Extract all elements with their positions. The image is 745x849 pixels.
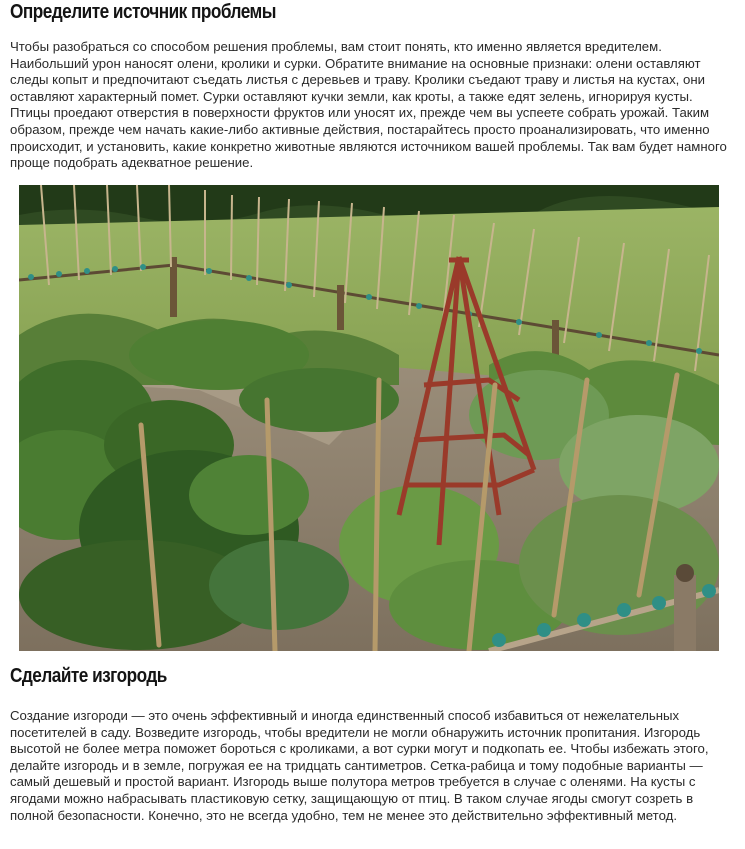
garden-fence-photo	[19, 185, 719, 651]
front-post	[674, 575, 696, 651]
section-text-fence: Создание изгороди — это очень эффективный и иногда единственный способ избавиться от нежелательных посетителей в саду. Возведите изгородь, чтобы вредители не могли обнаружить источник пропитания. Изгородь высотой не более метра поможет бороться с кроликами, а вот сурки могут и подкопать ее. Чтобы избежать этого, делайте изгородь и в земле, погружая ее на тридцать сантиметров. Сетка-рабица и тому подобные варианты — самый дешевый и простой вариант. Изгородь выше полутора метров требуется в случае с оленями. На кусты с ягодами можно набрасывать пластиковую сетку, защищающую от птиц. В таком случае ягоды смогут созреть в полной безопасности. Конечно, это не всегда удобно, тем не менее это действительно эффективный метод.	[10, 708, 709, 823]
section-text-problem-source: Чтобы разобраться со способом решения проблемы, вам стоит понять, кто именно является вредителем. Наибольший урон наносят олени, кролики и сурки. Обратите внимание на основные признаки: олени оставляют следы копыт и предпочитают съедать листья с деревьев и траву. Кролики съедают траву и листья на кустах, они оставляют характерный помет. Сурки оставляют кучки земли, как кроты, а также едят зелень, игнорируя кусты. Птицы проедают отверстия в поверхности фруктов или уносят их, прежде чем вы успеете собрать урожай. Таким образом, прежде чем начать какие-либо активные действия, постарайтесь просто проанализировать, что именно происходит, и установить, какие конкретно животные являются источником вашей проблемы. Так вам будет намного проще подобрать адекватное решение.	[10, 39, 727, 171]
section-heading-fence: Сделайте изгородь	[10, 665, 167, 687]
section-heading-problem-source: Определите источник проблемы	[10, 1, 276, 23]
garden-illustration	[19, 185, 719, 651]
